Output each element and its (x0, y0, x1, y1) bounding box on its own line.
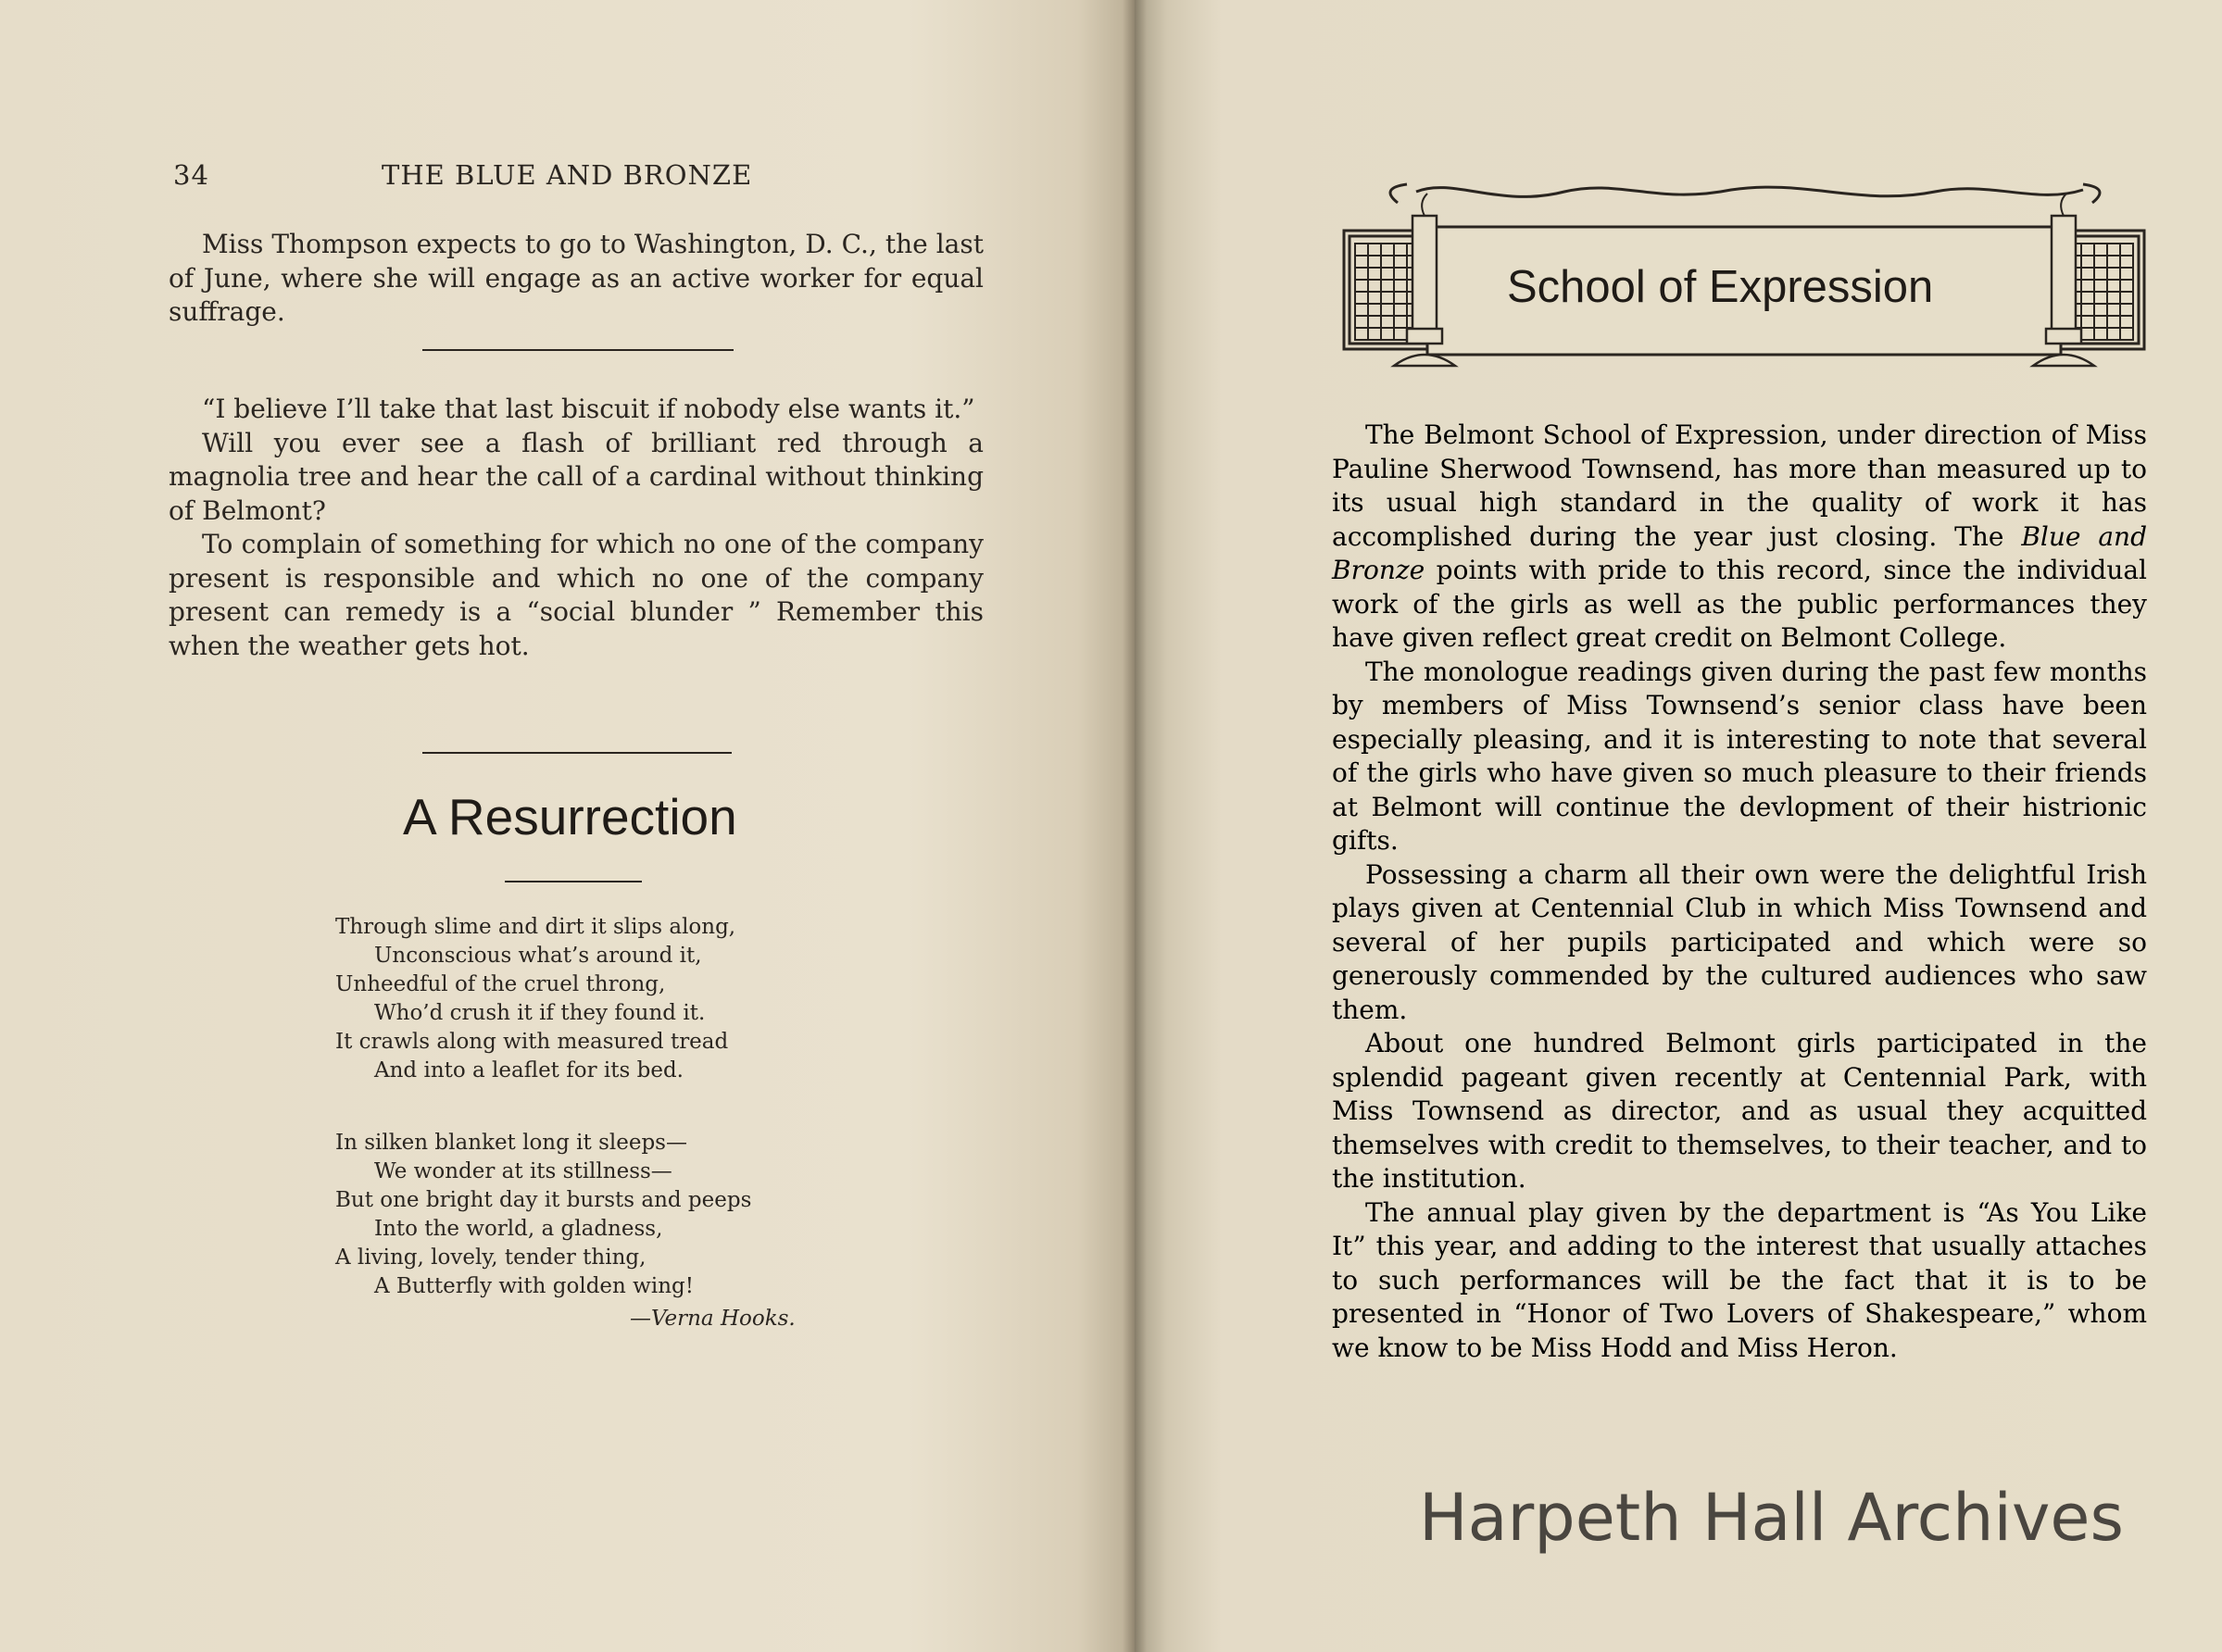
poem-line: We wonder at its stillness— (374, 1159, 672, 1183)
paragraph-monologue: The monologue readings given during the past few months by members of Miss Townsend’s senior class have been especially pleasing, and it is interesting to note that several of the girls who have given so much pleasure to their friends at Belmont will continue the devlopment of their histrionic gifts. (1332, 656, 2147, 856)
publication-title: Blue and Bronze (1332, 520, 2147, 585)
paragraph-complain: To complain of something for which no one of the company present is responsible and which no one of the company present can remedy is a “social blunder ” Remember this when the weather gets hot. (169, 529, 984, 661)
poem-line: Through slime and dirt it slips along, (335, 915, 736, 939)
poem-line: In silken blanket long it sleeps— (335, 1131, 687, 1155)
page-number: 34 (173, 159, 209, 191)
paragraph-school-intro: The Belmont School of Expression, under direction of Miss Pauline Sherwood Townsend, has more than measured up to its usual high standard in the quality of work it has accomplished during the year just closing. The Blue and Bronze points with pride to this record, since the individual work of the girls as well as the public performances they have given reflect great credit on Belmont College. (1332, 419, 2147, 653)
poem-line: Unheedful of the cruel throng, (335, 972, 666, 996)
left-text-middle (169, 393, 984, 663)
divider-rule (422, 349, 734, 351)
paragraph-pageant: About one hundred Belmont girls participated in the splendid pageant given recently at Centennial Park, with Miss Townsend as director, and as usual they acquitted themselves with credit to themselves, to their teacher, and to the institution. (1332, 1028, 2147, 1194)
poem-line: Into the world, a gladness, (374, 1217, 663, 1241)
poem-author: —Verna Hooks. (630, 1307, 796, 1331)
paragraph-thompson: Miss Thompson expects to go to Washington, D. C., the last of June, where she will engage as an active worker for equal suffrage. (169, 229, 984, 327)
divider-rule-short (505, 881, 642, 882)
paragraph-cardinal: Will you ever see a flash of brilliant red through a magnolia tree and hear the call of a cardinal without thinking of Belmont? (169, 427, 984, 526)
archive-watermark: Harpeth Hall Archives (1419, 1480, 2124, 1556)
left-text-top (169, 228, 984, 330)
poem-line: And into a leaflet for its bed. (374, 1058, 684, 1083)
poem-line: A Butterfly with golden wing! (374, 1274, 694, 1298)
paragraph-annual-play: The annual play given by the department is “As You Like It” this year, and adding to the interest that usually attaches to such performances will be the fact that it is to be presented in “Honor of Two Lovers of Shakespeare,” whom we know to be Miss Hodd and Miss Heron. (1332, 1196, 2147, 1363)
poem-line: But one bright day it bursts and peeps (335, 1188, 752, 1212)
divider-rule (422, 752, 732, 754)
running-title: THE BLUE AND BRONZE (382, 159, 753, 191)
poem-line: A living, lovely, tender thing, (335, 1245, 647, 1270)
paragraph-irish-plays: Possessing a charm all their own were the delightful Irish plays given at Centennial Club in which Miss Townsend and several of her pupils participated and which were so generously commended by the cultured audiences who saw them. (1332, 858, 2147, 1025)
poem-title: A Resurrection (403, 788, 737, 845)
poem-line: It crawls along with measured tread (335, 1030, 729, 1054)
poem-stanza-2 (335, 1129, 751, 1301)
paragraph-biscuit: “I believe I’ll take that last biscuit if nobody else wants it.” (202, 394, 975, 424)
section-title: School of Expression (1507, 262, 1934, 312)
poem-line: Who’d crush it if they found it. (374, 1001, 706, 1025)
right-text (1332, 419, 2147, 1365)
book-gutter (1123, 0, 1147, 1652)
poem-stanza-1 (335, 913, 735, 1085)
poem-line: Unconscious what’s around it, (374, 944, 702, 968)
